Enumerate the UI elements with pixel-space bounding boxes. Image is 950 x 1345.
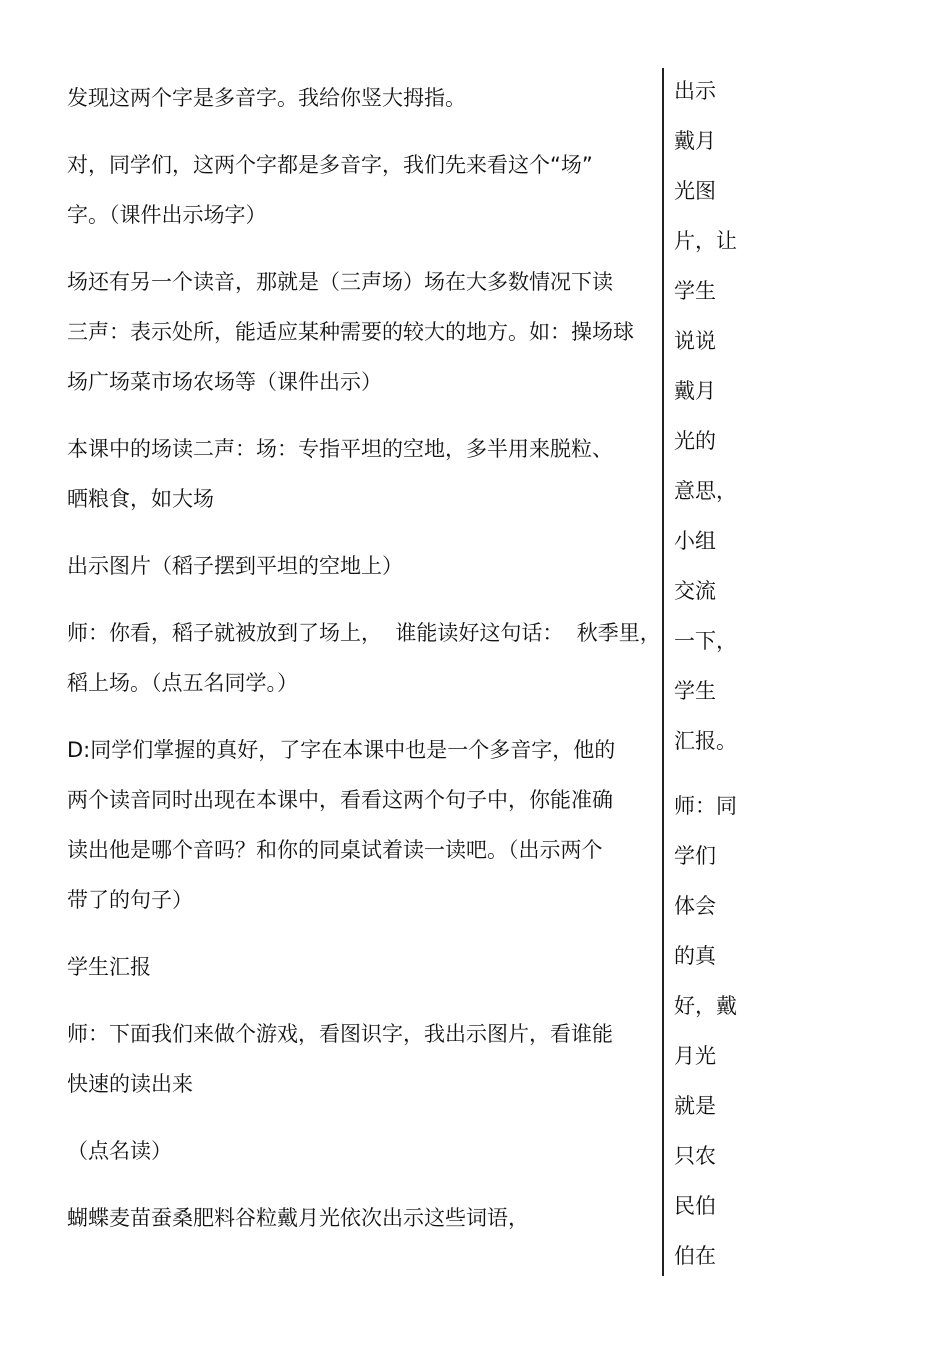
text-line: 发现这两个字是多音字。我给你竖大拇指。 [67,86,466,110]
paragraph-5 [67,541,647,591]
side-line: 学生 [674,279,716,303]
column-divider [662,68,664,1276]
side-line: 体会 [674,894,716,918]
side-line: 学生 [674,679,716,703]
text-line: 稻上场。（点五名同学。） [67,671,298,695]
text-line: D:同学们掌握的真好，了字在本课中也是一个多音字，他的 [67,738,616,762]
side-line: 师：同 [674,794,737,818]
side-line: 出示 [674,79,716,103]
text-line: 带了的句子） [67,888,193,912]
text-line: 字。（课件出示场字） [67,203,267,227]
side-line: 只农 [674,1144,716,1168]
paragraph-6 [67,608,661,708]
side-line: 月光 [674,1044,716,1068]
side-line: 学们 [674,844,716,868]
paragraph-8 [67,942,647,992]
main-text-column [67,73,661,1260]
side-line: 就是 [674,1094,716,1118]
side-line: 一下， [674,629,737,653]
side-line: 的真 [674,944,716,968]
text-line: 师：你看，稻子就被放到了场上， 谁能读好这句话： 秋季里， [67,621,661,645]
side-note-block-1 [674,73,754,773]
paragraph-4 [67,424,647,524]
paragraph-2 [67,140,647,240]
text-line: 读出他是哪个音吗？和你的同桌试着读一读吧。（出示两个 [67,838,603,862]
side-line: 光的 [674,429,716,453]
side-line: 民伯 [674,1194,716,1218]
text-line: 场还有另一个读音，那就是（三声场）场在大多数情况下读 [67,270,613,294]
text-line: 场广场菜市场农场等（课件出示） [67,370,382,394]
side-notes-column [674,73,754,1288]
side-line: 交流 [674,579,716,603]
text-line: 师：下面我们来做个游戏，看图识字，我出示图片，看谁能 [67,1022,613,1046]
side-line: 意思， [674,479,737,503]
paragraph-1 [67,73,647,123]
side-line: 片，让 [674,229,737,253]
side-line: 戴月 [674,379,716,403]
text-line: （点名读） [67,1139,172,1163]
paragraph-7 [67,725,647,925]
text-line: 晒粮食，如大场 [67,487,214,511]
side-line: 伯在 [674,1244,716,1268]
text-line: 两个读音同时出现在本课中，看看这两个句子中，你能准确 [67,788,613,812]
paragraph-3 [67,257,647,407]
text-line: 出示图片（稻子摆到平坦的空地上） [67,554,403,578]
text-line: 本课中的场读二声：场：专指平坦的空地，多半用来脱粒、 [67,437,613,461]
text-line: 对，同学们，这两个字都是多音字，我们先来看这个“场” [67,153,593,177]
side-line: 戴月 [674,129,716,153]
side-note-block-2 [674,788,754,1288]
paragraph-10 [67,1126,647,1176]
text-line: 快速的读出来 [67,1072,193,1096]
text-line: 蝴蝶麦苗蚕桑肥料谷粒戴月光依次出示这些词语， [67,1206,529,1230]
side-line: 汇报。 [674,729,737,753]
side-line: 好，戴 [674,994,737,1018]
side-line: 小组 [674,529,716,553]
text-line: 学生汇报 [67,955,151,979]
side-line: 光图 [674,179,716,203]
text-line: 三声：表示处所，能适应某种需要的较大的地方。如：操场球 [67,320,634,344]
side-line: 说说 [674,329,716,353]
side-gap [674,773,754,788]
paragraph-11 [67,1193,647,1243]
paragraph-9 [67,1009,647,1109]
